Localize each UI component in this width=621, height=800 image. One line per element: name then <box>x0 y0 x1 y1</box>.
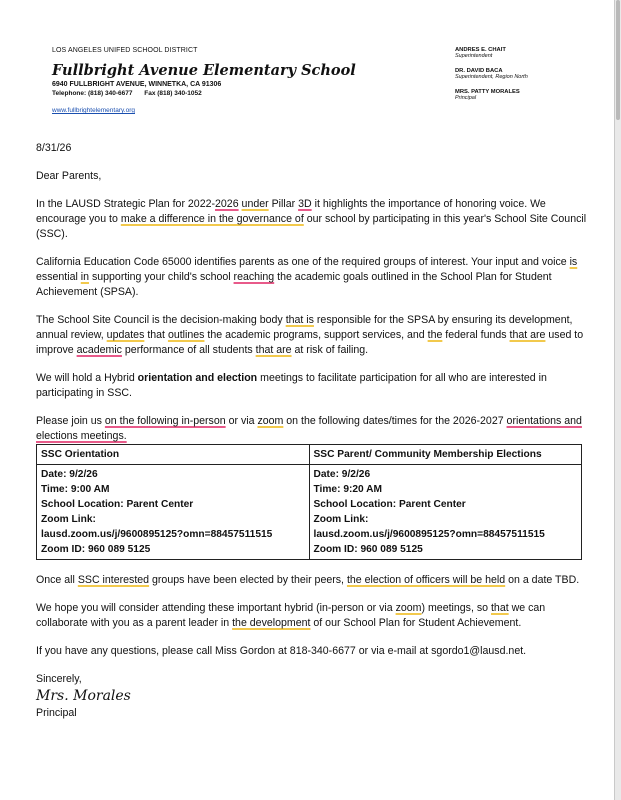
meeting-schedule-table <box>36 444 582 560</box>
official-name: ANDRES E. CHAIT <box>455 47 506 53</box>
paragraph-join-us: Please join us on the following in-person or via zoom on the following dates/times for the 2026-2027 orientations and elections meetings. <box>36 415 582 442</box>
school-phone <box>52 90 356 97</box>
letter-date: 8/31/26 <box>36 142 72 154</box>
school-address: 6940 FULLBRIGHT AVENUE, WINNETKA, CA 91306 <box>52 81 222 88</box>
orientation-zoom-link[interactable]: lausd.zoom.us/j/9600895125?omn=88457511515 <box>41 529 273 540</box>
fax: Fax (818) 340-1052 <box>144 90 202 97</box>
letterhead-officials <box>455 47 605 110</box>
table-row <box>37 465 582 560</box>
orientation-header: SSC Orientation <box>37 445 310 465</box>
signer-title: Principal <box>36 707 77 719</box>
orientation-zoom-id: Zoom ID: 960 089 5125 <box>41 544 151 555</box>
elections-zoom-label: Zoom Link: <box>313 514 369 525</box>
elections-time: Time: 9:20 AM <box>313 484 383 495</box>
vertical-scrollbar[interactable] <box>615 0 621 800</box>
telephone: Telephone: (818) 340-6677 <box>52 90 133 97</box>
paragraph-hybrid-meetings: We will hold a Hybrid orientation and election meetings to facilitate participation for all who are interested in participating in SSC. <box>36 372 547 399</box>
school-name: Fullbright Avenue Elementary School <box>52 62 356 79</box>
paragraph-site-council: The School Site Council is the decision-making body that is responsible for the SPSA by ensuring its development, annual review, updates that outlines the academic programs, support services, and the federal funds that are used to improve academic performance of all students that are at risk of failing. <box>36 314 584 356</box>
official-name: MRS. PATTY MORALES <box>455 89 520 95</box>
paragraph-questions: If you have any questions, please call Miss Gordon at 818-340-6677 or via e-mail at sgordo1@lausd.net. <box>36 645 527 657</box>
elections-date: Date: 9/2/26 <box>313 469 371 480</box>
elections-zoom-link[interactable]: lausd.zoom.us/j/9600895125?omn=88457511515 <box>313 529 545 540</box>
orientation-details <box>37 465 310 560</box>
paragraph-education-code: California Education Code 65000 identifies parents as one of the required groups of interest. Your input and voice is essential in supporting your child's school reaching the academic goals outlined in the School Plan for Student Achievement (SPSA). <box>36 256 578 298</box>
letterhead-left <box>52 47 356 114</box>
official-title: Superintendent <box>455 53 493 59</box>
orientation-zoom-label: Zoom Link: <box>41 514 96 525</box>
paragraph-strategic-plan: In the LAUSD Strategic Plan for 2022-2026 under Pillar 3D it highlights the importance of honoring voice. We encourage you to make a difference in the governance of our school by participating in this year's School Site Council (SSC). <box>36 198 587 240</box>
orientation-time: Time: 9:00 AM <box>41 484 110 495</box>
orientation-location: School Location: Parent Center <box>41 499 194 510</box>
district-name: LOS ANGELES UNIFED SCHOOL DISTRICT <box>52 47 198 54</box>
signature: Mrs. Morales <box>36 688 131 704</box>
paragraph-hope-attend: We hope you will consider attending these important hybrid (in-person or via zoom) meetings, so that we can collaborate with you as a parent leader in the development of our School Plan for Student Achievement. <box>36 602 546 629</box>
closing: Sincerely, <box>36 673 82 685</box>
elections-zoom-id: Zoom ID: 960 089 5125 <box>313 544 423 555</box>
orientation-date: Date: 9/2/26 <box>41 469 98 480</box>
paragraph-officers: Once all SSC interested groups have been elected by their peers, the election of officers will be held on a date TBD. <box>36 574 580 586</box>
salutation: Dear Parents, <box>36 170 102 182</box>
table-header-row <box>37 445 582 465</box>
elections-header: SSC Parent/ Community Membership Elections <box>309 445 582 465</box>
elections-location: School Location: Parent Center <box>313 499 466 510</box>
official-name: DR. DAVID BACA <box>455 68 503 74</box>
official-title: Principal <box>455 95 477 101</box>
scrollbar-thumb[interactable] <box>616 0 620 120</box>
official-title: Superintendent, Region North <box>455 74 528 80</box>
school-website-link[interactable]: www.fullbrightelementary.org <box>52 107 135 114</box>
letter-body <box>36 141 592 721</box>
elections-details <box>309 465 582 560</box>
